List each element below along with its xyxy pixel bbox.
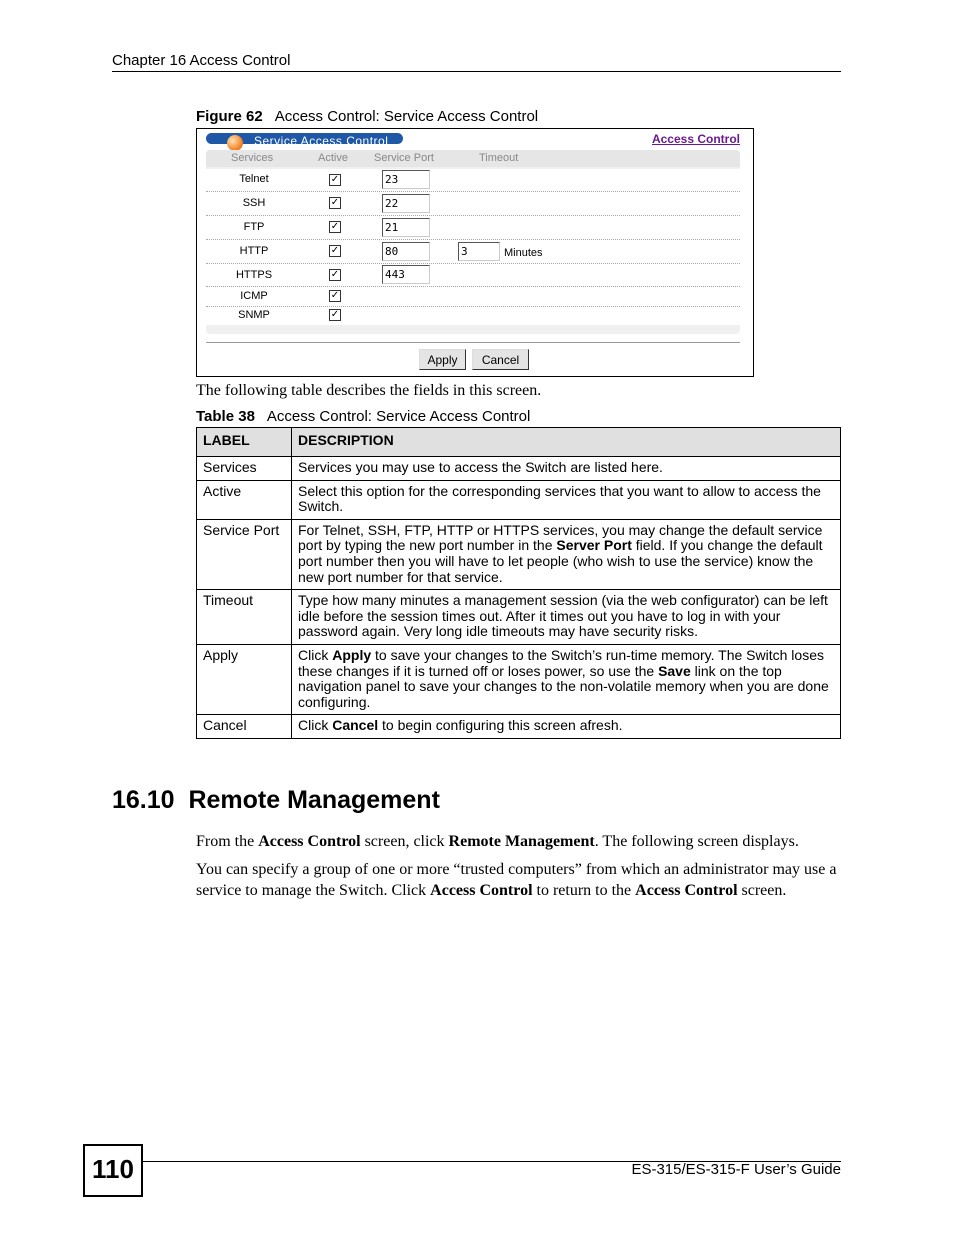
service-row-https <box>206 264 740 287</box>
panel-title: Service Access Control <box>254 134 389 148</box>
service-port-input[interactable]: 80 <box>382 242 430 261</box>
active-checkbox[interactable]: ✓ <box>330 290 340 301</box>
button-divider <box>206 342 740 343</box>
row-description: Services you may use to access the Switch are listed here. <box>292 457 841 481</box>
row-description: For Telnet, SSH, FTP, HTTP or HTTPS services, you may change the default service port by typing the new port number in the Server Port field. If you change the default port number then you will have to let people (who wish to use the service) know the new port number for that service. <box>292 519 841 589</box>
service-name: Telnet <box>239 173 269 185</box>
col-active: Active <box>318 152 348 164</box>
section-title: 16.10 Remote Management <box>112 786 440 814</box>
service-port-input[interactable]: 23 <box>382 170 430 189</box>
service-row-telnet <box>206 169 740 192</box>
service-name: SSH <box>242 197 266 209</box>
table-row <box>197 480 841 519</box>
service-row-http <box>206 240 740 264</box>
service-panel <box>206 150 740 334</box>
service-row-snmp <box>206 307 740 325</box>
row-description: Type how many minutes a management session (via the web configurator) can be left idle before the session times out. After it times out you have to log in with your password again. Very long idle timeouts may have security risks. <box>292 590 841 645</box>
active-checkbox[interactable]: ✓ <box>330 174 340 185</box>
service-name: FTP <box>243 221 265 233</box>
chapter-header: Chapter 16 Access Control <box>112 52 291 69</box>
header-label: LABEL <box>197 428 292 457</box>
service-port-input[interactable]: 443 <box>382 265 430 284</box>
col-services: Services <box>231 152 274 164</box>
active-checkbox[interactable]: ✓ <box>330 245 340 256</box>
apply-button[interactable]: Apply <box>419 349 466 370</box>
service-row-ssh <box>206 192 740 216</box>
col-timeout: Timeout <box>479 152 519 164</box>
service-port-input[interactable]: 21 <box>382 218 430 237</box>
timeout-input[interactable]: 3 <box>458 242 500 261</box>
cancel-button[interactable]: Cancel <box>472 349 529 370</box>
row-description: Click Cancel to begin configuring this screen afresh. <box>292 715 841 739</box>
row-label: Cancel <box>197 715 292 739</box>
description-table <box>196 427 841 739</box>
table-caption-text: Access Control: Service Access Control <box>266 408 531 425</box>
row-label: Apply <box>197 644 292 714</box>
table-row <box>197 644 841 714</box>
intro-text: The following table describes the fields in this screen. <box>196 382 542 399</box>
row-description: Click Apply to save your changes to the Switch’s run-time memory. The Switch loses these changes if it is turned off or loses power, so use the Save link on the top navigation panel to save your changes to the non-volatile memory when you are done configuring. <box>292 644 841 714</box>
row-label: Timeout <box>197 590 292 645</box>
figure-caption <box>196 108 538 125</box>
panel-title-bar <box>206 133 403 148</box>
timeout-unit: Minutes <box>504 247 543 259</box>
active-checkbox[interactable]: ✓ <box>330 309 340 320</box>
table-header-row <box>197 428 841 457</box>
table-row <box>197 715 841 739</box>
col-service-port: Service Port <box>374 152 434 164</box>
table-label: Table 38 <box>196 408 255 425</box>
page-number-box <box>83 1144 143 1197</box>
service-row-icmp <box>206 287 740 307</box>
service-row-ftp <box>206 216 740 240</box>
page-number: 110 <box>92 1154 134 1184</box>
service-name: SNMP <box>238 309 270 321</box>
table-row <box>197 519 841 589</box>
service-name: HTTP <box>239 245 269 257</box>
active-checkbox[interactable]: ✓ <box>330 197 340 208</box>
paragraph-1: From the Access Control screen, click Remote Management. The following screen displays. <box>196 833 799 850</box>
table-row <box>197 457 841 481</box>
service-port-input[interactable]: 22 <box>382 194 430 213</box>
service-name: HTTPS <box>235 269 273 281</box>
orb-icon <box>227 135 243 151</box>
row-label: Services <box>197 457 292 481</box>
table-row <box>197 590 841 645</box>
paragraph-2: You can specify a group of one or more “trusted computers” from which an administrator may use a service to manage the Switch. Click Access Control to return to the Access Control screen. <box>196 861 837 899</box>
figure-label: Figure 62 <box>196 108 263 125</box>
service-table-header <box>206 150 740 167</box>
active-checkbox[interactable]: ✓ <box>330 269 340 280</box>
access-control-link[interactable]: Access Control <box>651 132 740 146</box>
header-rule <box>112 71 841 72</box>
guide-title: ES-315/ES-315-F User’s Guide <box>631 1161 841 1178</box>
header-description: DESCRIPTION <box>292 428 841 457</box>
row-label: Active <box>197 480 292 519</box>
service-access-control-screenshot <box>196 128 754 377</box>
row-label: Service Port <box>197 519 292 589</box>
table-caption <box>196 408 530 425</box>
active-checkbox[interactable]: ✓ <box>330 221 340 232</box>
service-name: ICMP <box>240 290 268 302</box>
row-description: Select this option for the corresponding services that you want to allow to access the Switch. <box>292 480 841 519</box>
figure-caption-text: Access Control: Service Access Control <box>274 108 539 125</box>
